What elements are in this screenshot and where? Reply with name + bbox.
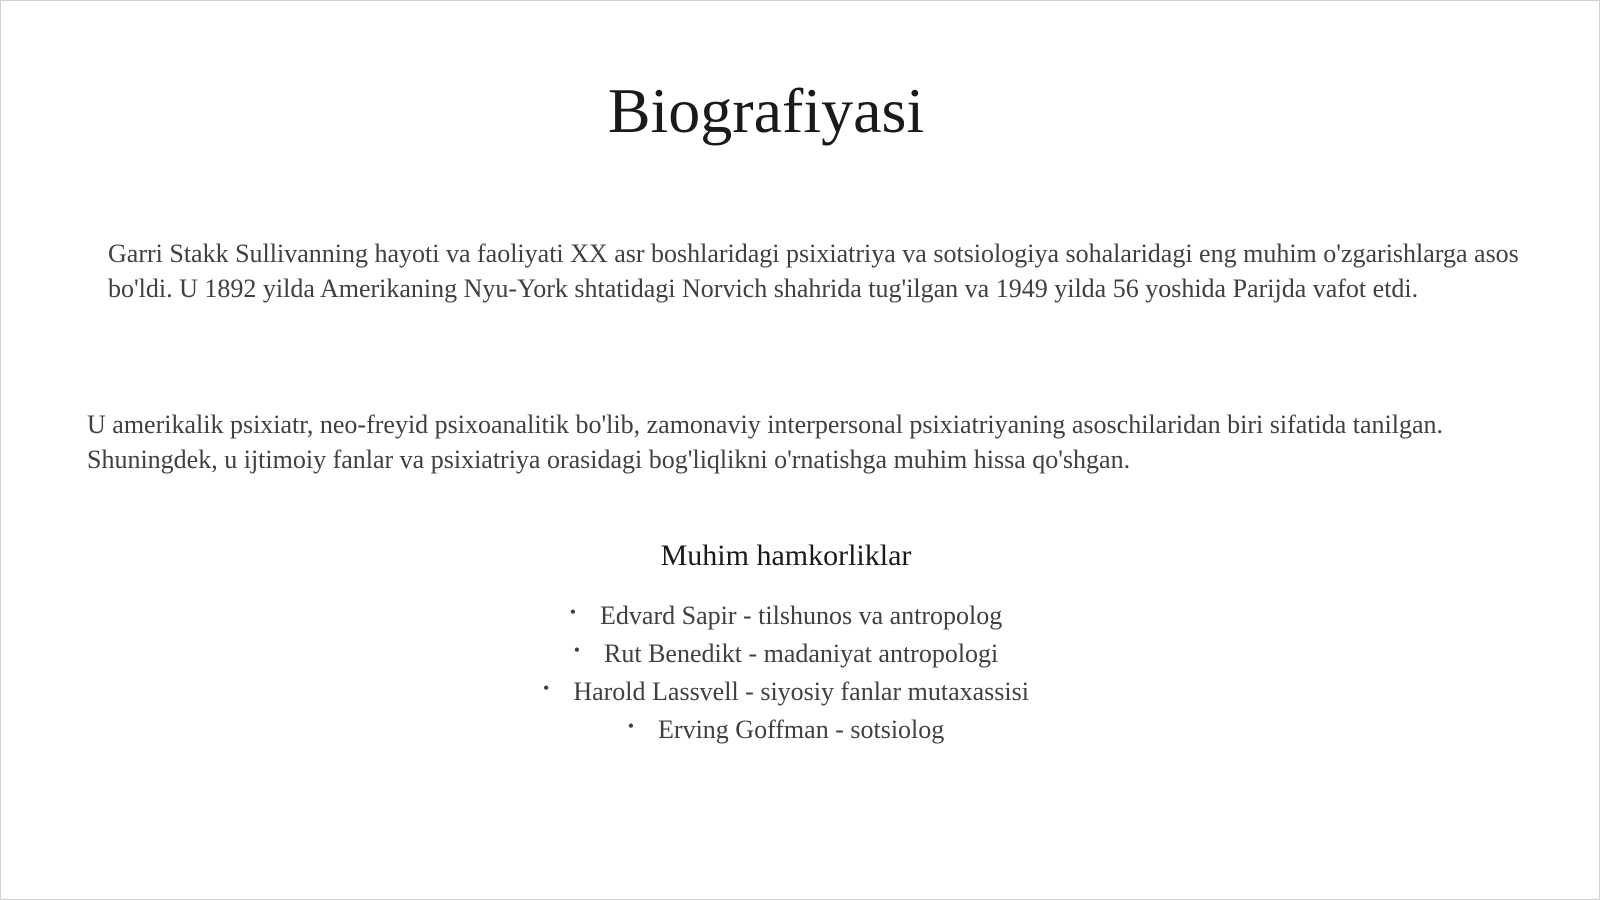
bullet-icon: • <box>569 602 577 622</box>
paragraph-contribution: U amerikalik psixiatr, neo-freyid psixoanalitik bo'lib, zamonaviy interpersonal psixiatriyaning asoschilaridan biri sifatida tanilgan. Shuningdek, u ijtimoiy fanlar va psixiatriya orasidagi bog'liqlikni o'rnatishga muhim hissa qo'shgan. <box>87 410 1443 474</box>
collaborator-text: Erving Goffman - sotsiolog <box>658 715 945 744</box>
collaborations-list <box>1 595 1571 747</box>
collaborator-text: Edvard Sapir - tilshunos va antropolog <box>600 601 1003 630</box>
bullet-icon: • <box>543 678 550 698</box>
paragraph-biography: Garri Stakk Sullivanning hayoti va faoliyati XX asr boshlaridagi psixiatriya va sotsiologiya sohalaridagi eng muhim o'zgarishlarga asos bo'ldi. U 1892 yilda Amerikaning Nyu-York shtatidagi Norvich shahrida tug'ilgan va 1949 yilda 56 yoshida Parijda vafot etdi. <box>108 239 1519 303</box>
list-item <box>1 595 1571 633</box>
bullet-icon: • <box>573 640 581 660</box>
bullet-icon: • <box>627 716 635 736</box>
slide-title: Biografiyasi <box>607 75 925 146</box>
list-item <box>1 709 1571 747</box>
collaborations-heading: Muhim hamkorliklar <box>660 539 912 572</box>
list-item <box>1 671 1571 709</box>
collaborator-text: Rut Benedikt - madaniyat antropologi <box>604 639 999 668</box>
list-item <box>1 633 1571 671</box>
collaborator-text: Harold Lassvell - siyosiy fanlar mutaxassisi <box>573 677 1029 706</box>
